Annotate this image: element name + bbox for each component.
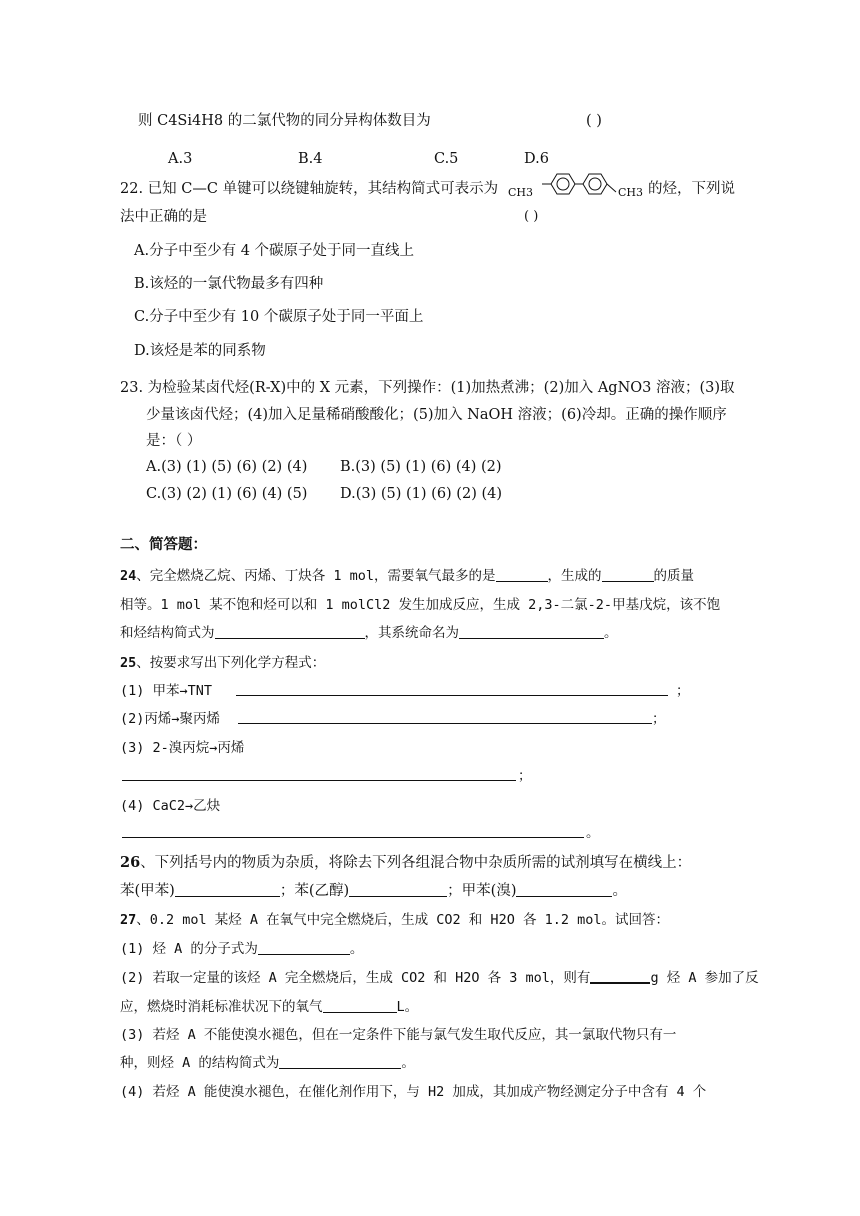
q26-number: 26 [120,854,141,871]
q24-blank-1[interactable] [496,567,548,582]
struct-label-right: CH3 [618,186,644,199]
q24-text-a: 、完全燃烧乙烷、丙烯、丁炔各 1 mol，需要氧气最多的是 [136,568,496,584]
q25-item-2: (2)丙烯→聚丙烯 [120,711,221,727]
q27-number: 27 [120,912,137,928]
section-title: 二、简答题： [120,536,207,553]
q24-line2: 相等。1 mol 某不饱和烃可以和 1 molCl2 发生加成反应，生成 2,3-二氯-2-甲基戊烷，该不饱 [120,597,721,613]
q25-answer-line-4[interactable] [122,837,584,838]
q25-title: 、按要求写出下列化学方程式： [136,655,326,671]
q26-item-a: 苯(甲苯) [120,883,175,899]
q21-option-c: C.5 [434,151,459,167]
q22-option-a: A.分子中至少有 4 个碳原子处于同一直线上 [134,243,415,259]
q24-blank-2[interactable] [602,567,654,582]
q21-stem: 则 C4Si4H8 的二氯代物的同分异构体数目为 [138,113,431,129]
q24-line1 [120,565,694,587]
q27-part3-line2 [120,1052,415,1074]
q24-text-b: ，生成的 [547,568,602,584]
q26-title: 、下列括号内的物质为杂质，将除去下列各组混合物中杂质所需的试剂填写在横线上： [140,855,692,871]
q26-blank-2[interactable] [349,882,447,897]
q23-option-a: A.(3) (1) (5) (6) (2) (4) [146,459,308,475]
q23-option-c: C.(3) (2) (1) (6) (4) (5) [146,486,308,502]
q27-part3-text: 种，则烃 A 的结构简式为 [120,1055,280,1071]
q27-part2-text-d: L。 [396,999,419,1015]
q26-blanks-line [120,880,627,902]
q27-part2-text-a: (2) 若取一定量的该烃 A 完全燃烧后，生成 CO2 和 H2O 各 3 mol，则有 [120,970,591,986]
q25-item-3: (3) 2-溴丙烷→丙烯 [120,740,245,756]
q26-item-b: ；苯(乙醇) [279,883,350,899]
q27-part1-end: 。 [349,941,364,957]
q25-title-line [120,652,325,674]
q24-blank-3[interactable] [215,624,365,639]
q25-item-1: (1) 甲苯→TNT [120,683,213,699]
q24-text-f: 。 [604,625,618,641]
q24-text-d: 和烃结构简式为 [120,625,215,641]
struct-label-left: CH3 [508,186,534,199]
q27-blank-3[interactable] [323,998,397,1013]
q25-number: 25 [120,655,137,671]
q26-blank-1[interactable] [175,882,280,897]
q27-blank-1[interactable] [258,940,350,955]
q22-option-b: B.该烃的一氯代物最多有四种 [134,276,324,292]
q21-option-d: D.6 [524,151,549,167]
q27-part2-line2 [120,996,418,1018]
q27-part1-text: (1) 烃 A 的分子式为 [120,941,258,957]
q25-item-4: (4) CaC2→乙炔 [120,798,221,814]
q27-part2-text-c: 应，燃烧时消耗标准状况下的氧气 [120,999,323,1015]
q23-stem-line3: 是：（ ） [146,433,202,449]
q22-stem-line1: 22. 已知 C—C 单键可以绕键轴旋转，其结构简式可表示为 [120,181,499,197]
q27-part3-end: 。 [401,1055,415,1071]
q25-semicolon-3: ； [518,768,532,784]
q26-blank-3[interactable] [516,882,612,897]
q26-end: 。 [612,883,627,899]
q23-option-d: D.(3) (5) (1) (6) (2) (4) [340,486,502,502]
q22-option-d: D.该烃是苯的同系物 [134,343,266,359]
q23-option-b: B.(3) (5) (1) (6) (4) (2) [340,459,502,475]
q27-blank-4[interactable] [279,1054,401,1069]
q26-title-line [120,852,691,874]
q27-blank-2[interactable] [590,968,650,984]
q21-option-b: B.4 [298,151,323,167]
q22-stem-line2: 法中正确的是 [120,209,207,225]
q27-title-line [120,909,669,931]
q25-semicolon-1: ； [676,683,690,699]
q27-title: 、0.2 mol 某烃 A 在氧气中完全燃烧后，生成 CO2 和 H2O 各 1.2 mol。试回答： [136,912,669,928]
q25-answer-line-3[interactable] [122,780,516,781]
q27-part2-line1 [120,967,759,989]
q26-item-c: ；甲苯(溴) [447,883,517,899]
q21-option-a: A.3 [168,151,193,167]
q27-part4-line1: (4) 若烃 A 能使溴水褪色，在催化剂作用下，与 H2 加成，其加成产物经测定分子中含有 4 个 [120,1084,707,1100]
q24-blank-4[interactable] [459,624,604,639]
q25-period: 。 [586,825,600,841]
q22-answer-paren: ( ) [524,209,539,224]
q23-stem-line2: 少量该卤代烃；(4)加入足量稀硝酸酸化；(5)加入 NaOH 溶液；(6)冷却。正确的操作顺序 [146,407,727,423]
q22-option-c: C.分子中至少有 10 个碳原子处于同一平面上 [134,309,424,325]
q24-line3 [120,622,618,644]
q25-answer-line-2[interactable] [238,723,652,724]
dimethylbiphenyl-structure [508,172,648,206]
q21-answer-paren: ( ) [586,113,602,129]
q25-answer-line-1[interactable] [236,695,668,696]
q27-part3-line1: (3) 若烃 A 不能使溴水褪色，但在一定条件下能与氯气发生取代反应，其一氯取代物只有一 [120,1027,677,1043]
q27-part2-text-b: g 烃 A 参加了反 [650,970,759,986]
q24-text-c: 的质量 [653,568,695,584]
q23-stem-line1: 23. 为检验某卤代烃(R-X)中的 X 元素，下列操作：(1)加热煮沸；(2)加入 AgNO3 溶液；(3)取 [120,380,735,396]
q24-number: 24 [120,568,137,584]
q25-semicolon-2: ； [652,711,666,727]
q27-part1 [120,938,363,960]
q22-stem-line1-end: 的烃，下列说 [648,181,735,197]
q24-text-e: ，其系统命名为 [364,625,459,641]
